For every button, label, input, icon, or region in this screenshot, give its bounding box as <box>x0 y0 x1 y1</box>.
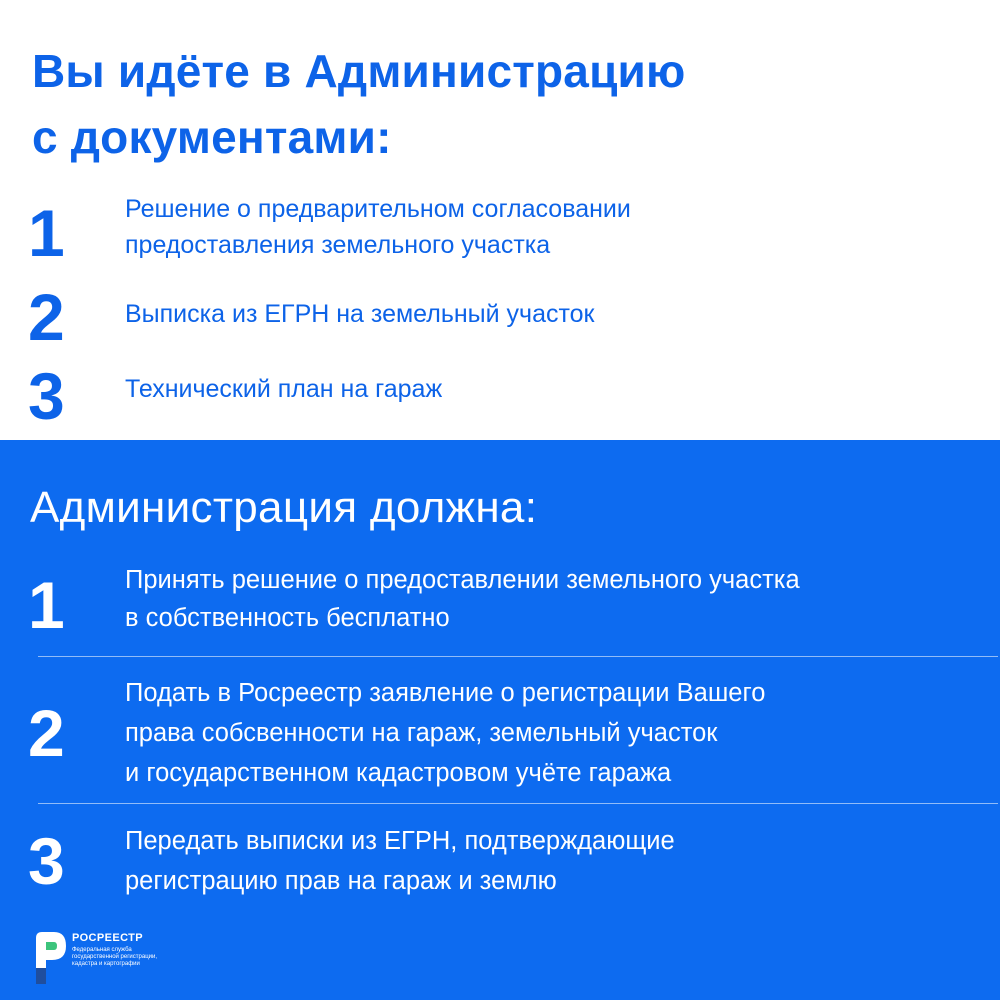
rosreestr-logo <box>32 928 232 988</box>
document-number: 2 <box>28 280 65 354</box>
section-divider <box>38 803 998 804</box>
obligation-item-line: Передать выписки из ЕГРН, подтверждающие <box>125 827 675 855</box>
document-item-line: Решение о предварительном согласовании <box>125 195 631 223</box>
documents-heading-line1: Вы идёте в Администрацию <box>32 45 686 97</box>
obligations-heading: Администрация должна: <box>30 483 538 532</box>
obligation-item-line: Подать в Росреестр заявление о регистрации Вашего <box>125 679 766 707</box>
obligation-number: 3 <box>28 824 65 898</box>
logo-subtitle-line: Федеральная служба <box>72 947 132 953</box>
logo-subtitle-line: государственной регистрации, <box>72 954 157 960</box>
document-item <box>125 191 985 263</box>
document-number: 3 <box>28 359 65 433</box>
document-item <box>125 296 985 332</box>
obligation-number: 1 <box>28 568 65 642</box>
document-item-line: Технический план на гараж <box>125 375 443 403</box>
obligation-item <box>125 821 985 901</box>
documents-heading-line2: с документами: <box>32 111 392 163</box>
obligation-item-line: и государственном кадастровом учёте гаража <box>125 759 672 787</box>
obligation-item-line: регистрацию прав на гараж и землю <box>125 867 557 895</box>
logo-subtitle-line: кадастра и картографии <box>72 961 140 967</box>
document-item-line: Выписка из ЕГРН на земельный участок <box>125 300 595 328</box>
obligation-item <box>125 561 985 637</box>
obligation-number: 2 <box>28 696 65 770</box>
obligation-item-line: Принять решение о предоставлении земельного участка <box>125 566 800 594</box>
logo-name: РОСРЕЕСТР <box>72 932 144 944</box>
logo-subtitle <box>72 947 212 968</box>
obligation-item <box>125 673 985 793</box>
rosreestr-emblem-icon <box>32 928 70 988</box>
document-number: 1 <box>28 196 65 270</box>
document-item <box>125 371 985 407</box>
obligation-item-line: права собсвенности на гараж, земельный участок <box>125 719 718 747</box>
section-divider <box>38 656 998 657</box>
documents-heading <box>32 38 686 170</box>
documents-section <box>0 0 1000 440</box>
document-item-line: предоставления земельного участка <box>125 231 551 259</box>
obligation-item-line: в собственность бесплатно <box>125 604 450 632</box>
